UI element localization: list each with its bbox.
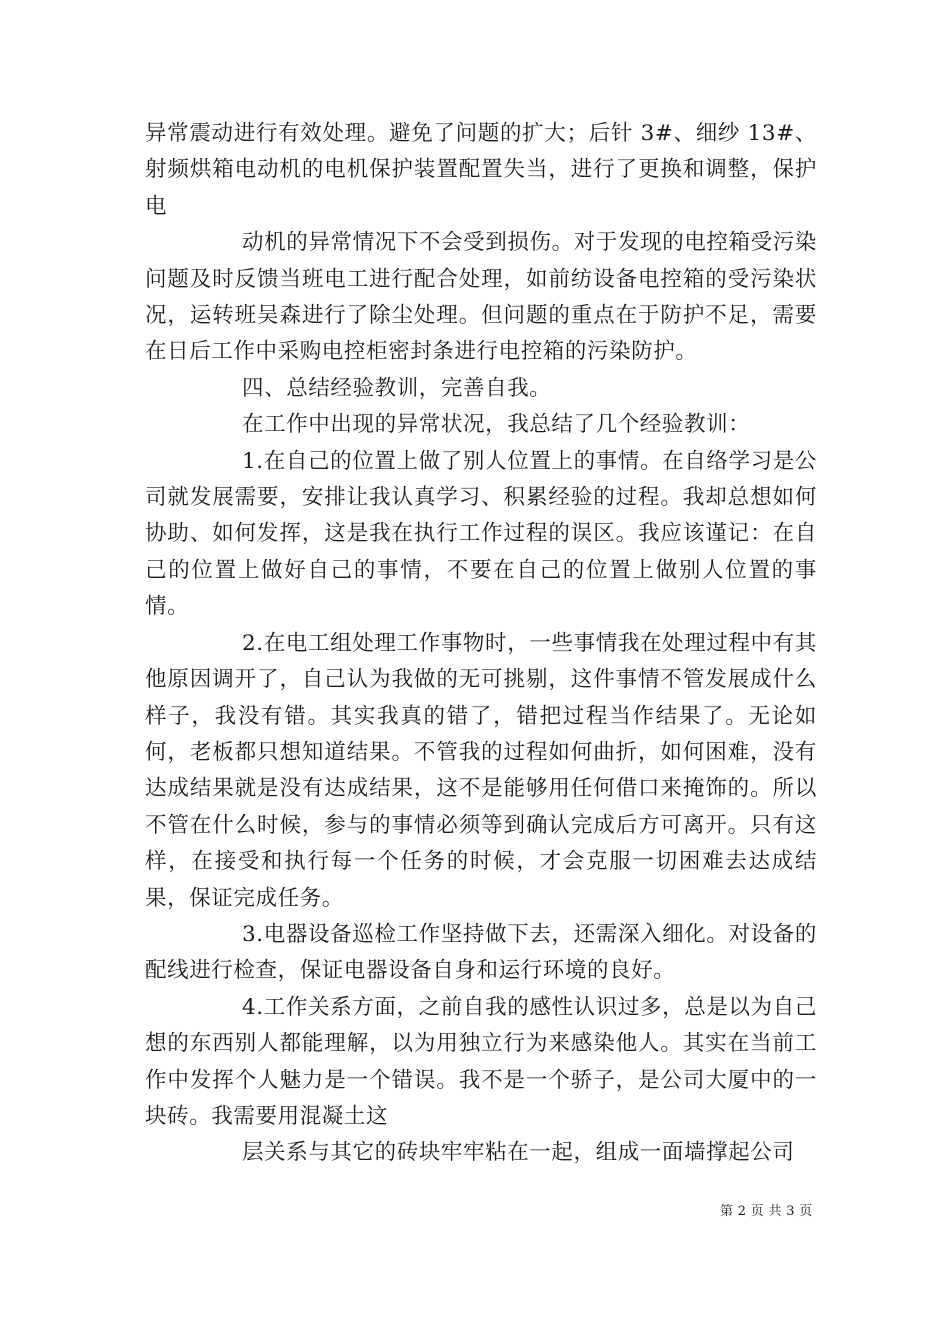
paragraph-2: 动机的异常情况下不会受到损伤。对于发现的电控箱受污染问题及时反馈当班电工进行配合处理，如前纺设备电控箱的受污染状况，运转班吴森进行了除尘处理。但问题的重点在于防护不足，需要在日后工作中采购电控柜密封条进行电控箱的污染防护。 [145, 230, 817, 365]
document-body [145, 116, 817, 1172]
paragraph-lessons-intro: 在工作中出现的异常状况，我总结了几个经验教训： [242, 412, 751, 438]
paragraph-continued: 层关系与其它的砖块牢牢粘在一起，组成一面墙撑起公司 [242, 1140, 795, 1166]
lesson-item-1: 1.在自己的位置上做了别人位置上的事情。在自络学习是公司就发展需要，安排让我认真学习、积累经验的过程。我却总想如何协助、如何发挥，这是我在执行工作过程的误区。我应该谨记：在自己的位置上做好自己的事情，不要在自己的位置上做别人位置的事情。 [145, 448, 817, 620]
lesson-item-3: 3.电器设备巡检工作坚持做下去，还需深入细化。对设备的配线进行检查，保证电器设备自身和运行环境的良好。 [145, 921, 817, 984]
page-number-footer: 第 2 页 共 3 页 [720, 1204, 813, 1219]
paragraph-1: 异常震动进行有效处理。避免了问题的扩大；后针 3#、细纱 13#、射频烘箱电动机的电机保护装置配置失当，进行了更换和调整，保护电 [145, 121, 817, 219]
lesson-item-4: 4.工作关系方面，之前自我的感性认识过多，总是以为自己想的东西别人都能理解，以为用独立行为来感染他人。其实在当前工作中发挥个人魅力是一个错误。我不是一个骄子，是公司大厦中的一块砖。我需要用混凝土这 [145, 994, 817, 1129]
section-heading-4: 四、总结经验教训，完善自我。 [242, 375, 552, 401]
lesson-item-2: 2.在电工组处理工作事物时，一些事情我在处理过程中有其他原因调开了，自己认为我做的无可挑剔，这件事情不管发展成什么样子，我没有错。其实我真的错了，错把过程当作结果了。无论如何，老板都只想知道结果。不管我的过程如何曲折，如何困难，没有达成结果就是没有达成结果，这不是能够用任何借口来掩饰的。所以不管在什么时候，参与的事情必须等到确认完成后方可离开。只有这样，在接受和执行每一个任务的时候，才会克服一切困难去达成结果，保证完成任务。 [145, 630, 817, 911]
